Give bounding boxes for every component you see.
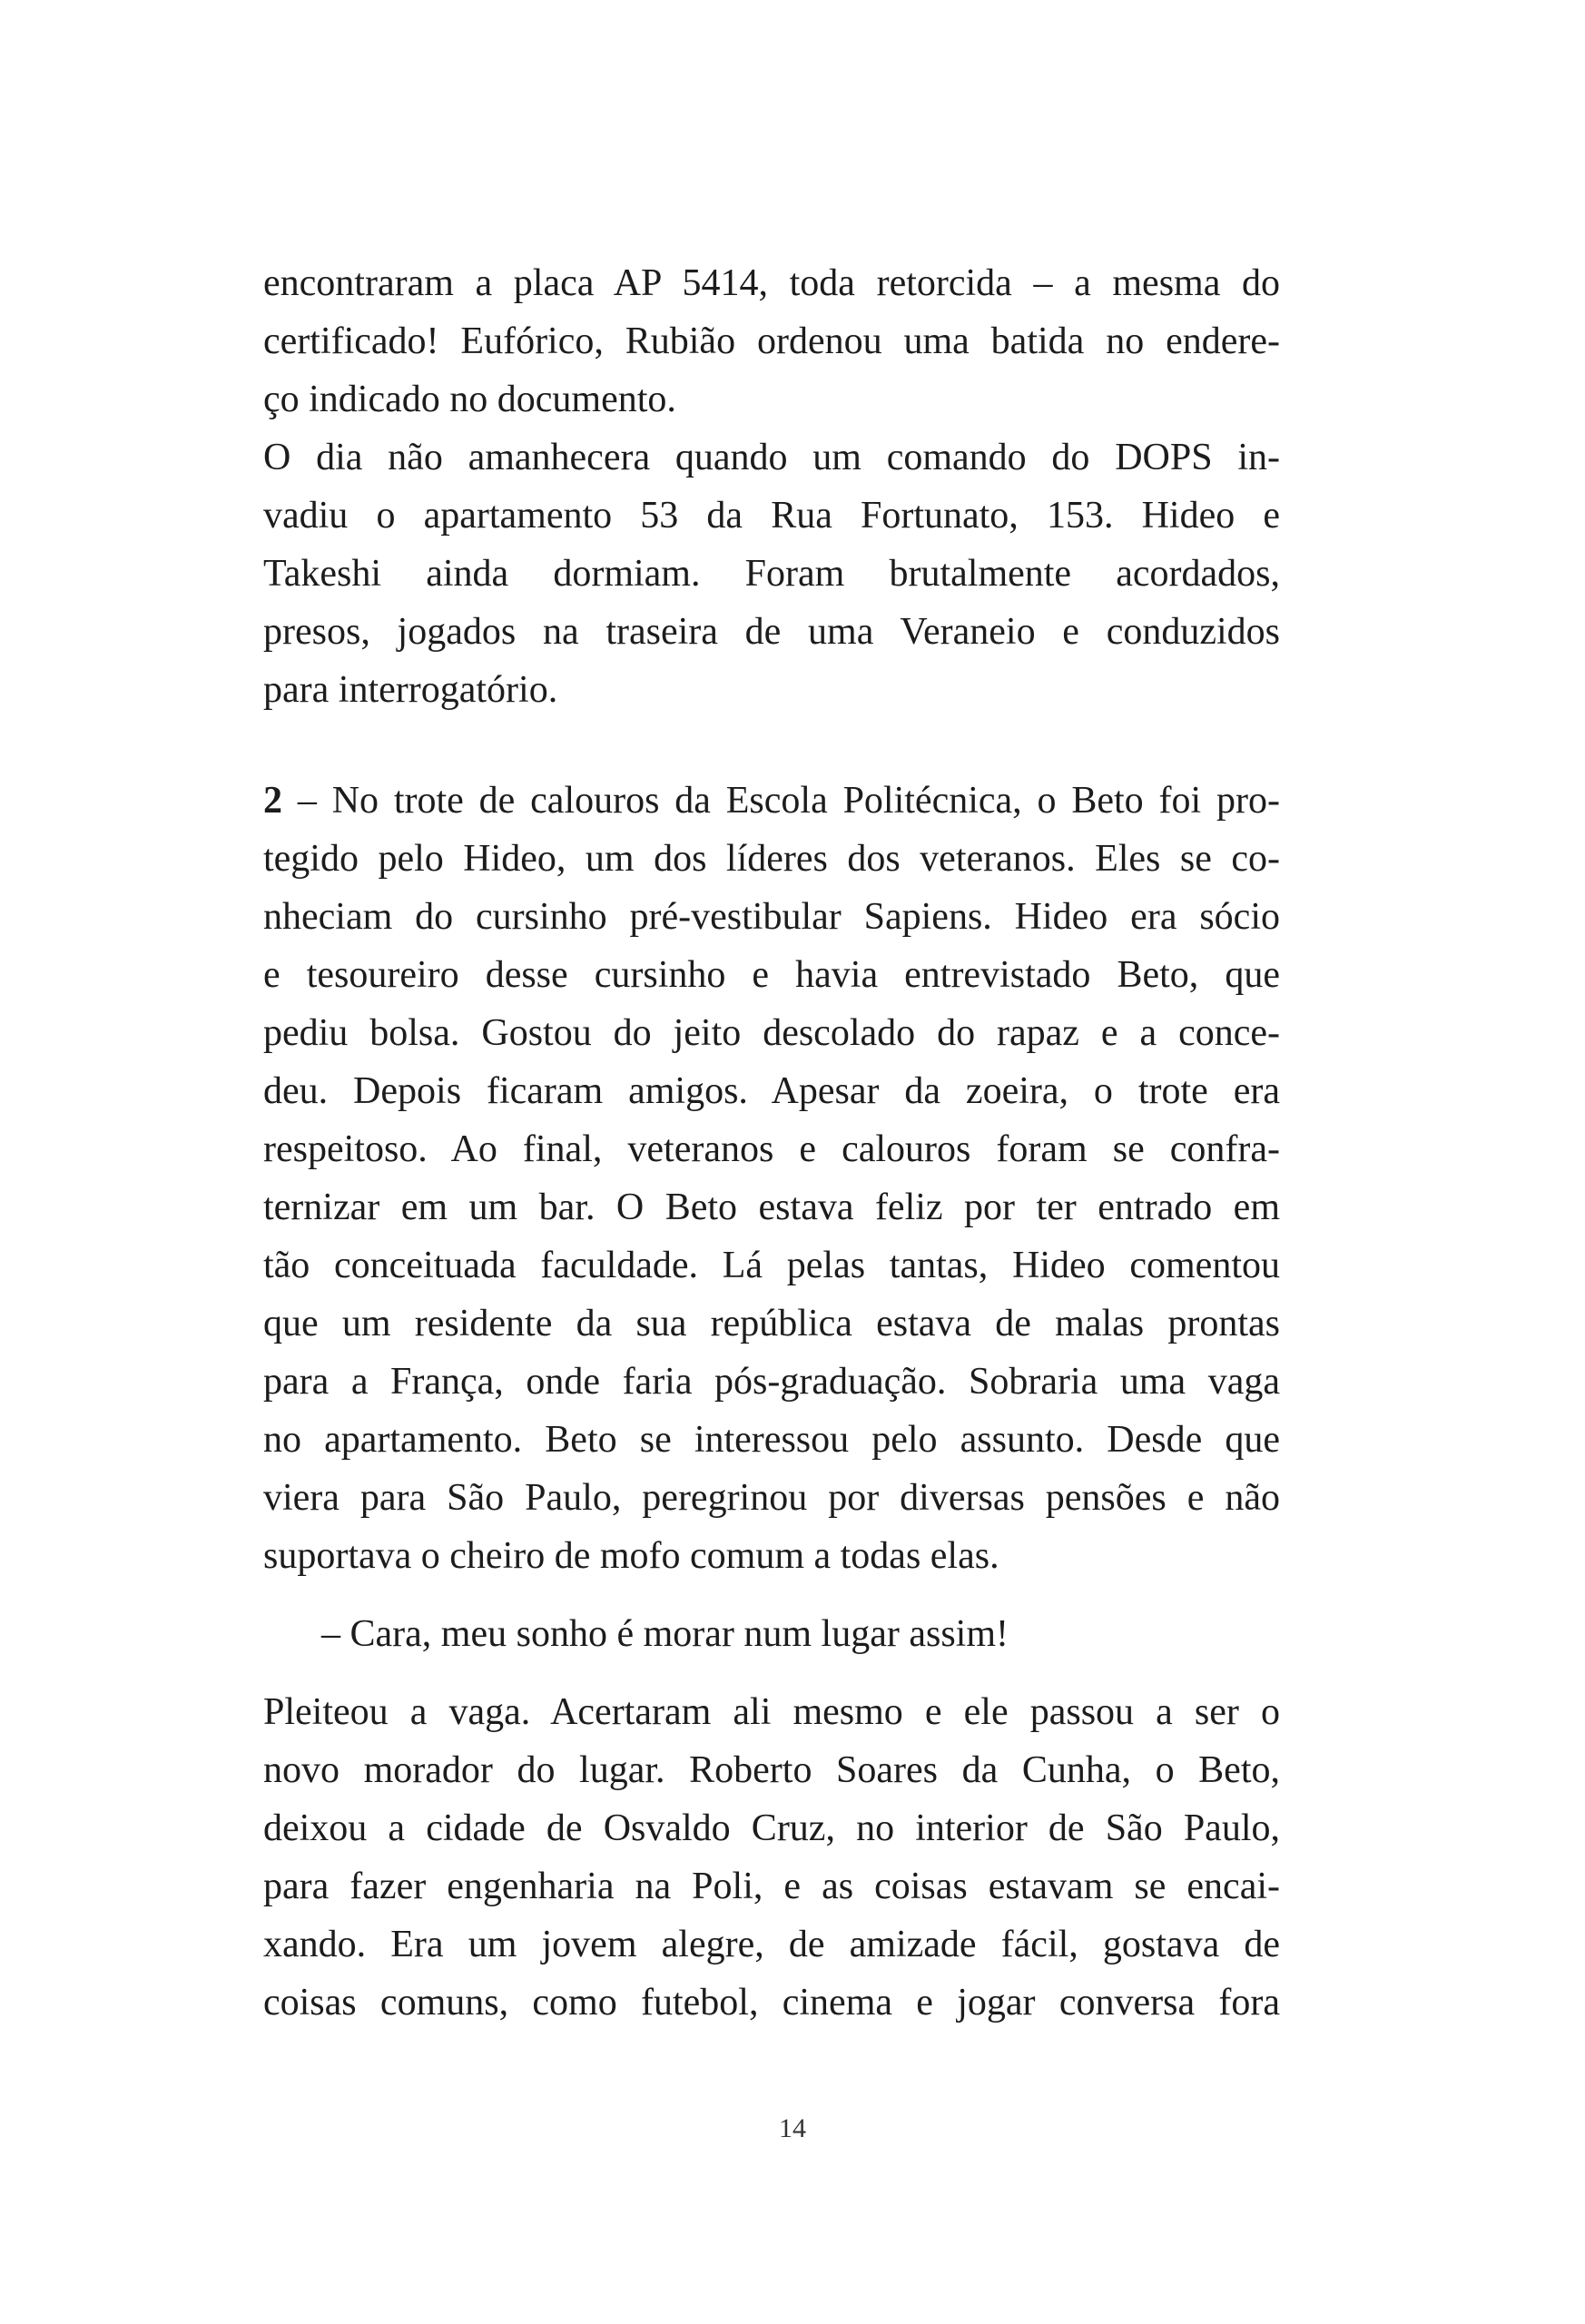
- text-line: certificado! Eufórico, Rubião ordenou uma batida no endere-: [263, 320, 1280, 362]
- text-line: vadiu o apartamento 53 da Rua Fortunato, 153. Hideo e: [263, 495, 1280, 537]
- dialogue-line: – Cara, meu sonho é morar num lugar assim!: [321, 1613, 1009, 1655]
- text-line: ço indicado no documento.: [263, 379, 676, 420]
- page-body: [263, 254, 1280, 2032]
- text-line: novo morador do lugar. Roberto Soares da Cunha, o Beto,: [263, 1749, 1280, 1791]
- page-number: 14: [779, 2113, 806, 2143]
- text-line: no apartamento. Beto se interessou pelo assunto. Desde que: [263, 1419, 1280, 1461]
- text-line: e tesoureiro desse cursinho e havia entrevistado Beto, que: [263, 954, 1280, 996]
- text-line: deixou a cidade de Osvaldo Cruz, no interior de São Paulo,: [263, 1807, 1280, 1849]
- text-line: O dia não amanhecera quando um comando do DOPS in-: [263, 437, 1280, 478]
- text-line: Takeshi ainda dormiam. Foram brutalmente acordados,: [263, 553, 1280, 595]
- text-line: tegido pelo Hideo, um dos líderes dos veteranos. Eles se co-: [263, 838, 1280, 880]
- text-line: pediu bolsa. Gostou do jeito descolado do rapaz e a conce-: [263, 1012, 1280, 1054]
- section-spacer: [263, 719, 1280, 772]
- text-line: Pleiteou a vaga. Acertaram ali mesmo e ele passou a ser o: [263, 1691, 1280, 1733]
- text-line: que um residente da sua república estava de malas prontas: [263, 1303, 1280, 1344]
- text-line: para a França, onde faria pós-graduação. Sobraria uma vaga: [263, 1361, 1280, 1403]
- text-line: deu. Depois ficaram amigos. Apesar da zoeira, o trote era: [263, 1070, 1280, 1112]
- section-number: 2: [263, 780, 282, 822]
- text-line: encontraram a placa AP 5414, toda retorcida – a mesma do: [263, 262, 1280, 304]
- section-first-line: – No trote de calouros da Escola Politécnica, o Beto foi pro-: [282, 780, 1280, 822]
- dialogue-spacer: [263, 1585, 1280, 1605]
- text-line: coisas comuns, como futebol, cinema e jogar conversa fora: [263, 1982, 1280, 2024]
- paragraph-dops-raid: [263, 428, 1280, 719]
- section-2: [263, 772, 1280, 1585]
- text-line: presos, jogados na traseira de uma Veraneio e conduzidos: [263, 611, 1280, 653]
- text-line: ternizar em um bar. O Beto estava feliz por ter entrado em: [263, 1187, 1280, 1228]
- text-line: nheciam do cursinho pré-vestibular Sapiens. Hideo era sócio: [263, 896, 1280, 938]
- text-line: respeitoso. Ao final, veteranos e calouros foram se confra-: [263, 1128, 1280, 1170]
- text-line: para fazer engenharia na Poli, e as coisas estavam se encai-: [263, 1866, 1280, 1907]
- text-line: viera para São Paulo, peregrinou por diversas pensões e não: [263, 1477, 1280, 1519]
- text-line: [263, 772, 1280, 830]
- paragraph-beto: [263, 1683, 1280, 2032]
- text-line: suportava o cheiro de mofo comum a todas elas.: [263, 1535, 999, 1577]
- text-line: tão conceituada faculdade. Lá pelas tantas, Hideo comentou: [263, 1245, 1280, 1286]
- text-line: para interrogatório.: [263, 669, 558, 711]
- text-line: xando. Era um jovem alegre, de amizade fácil, gostava de: [263, 1924, 1280, 1965]
- dialogue-spacer: [263, 1663, 1280, 1683]
- paragraph-continuation: [263, 254, 1280, 428]
